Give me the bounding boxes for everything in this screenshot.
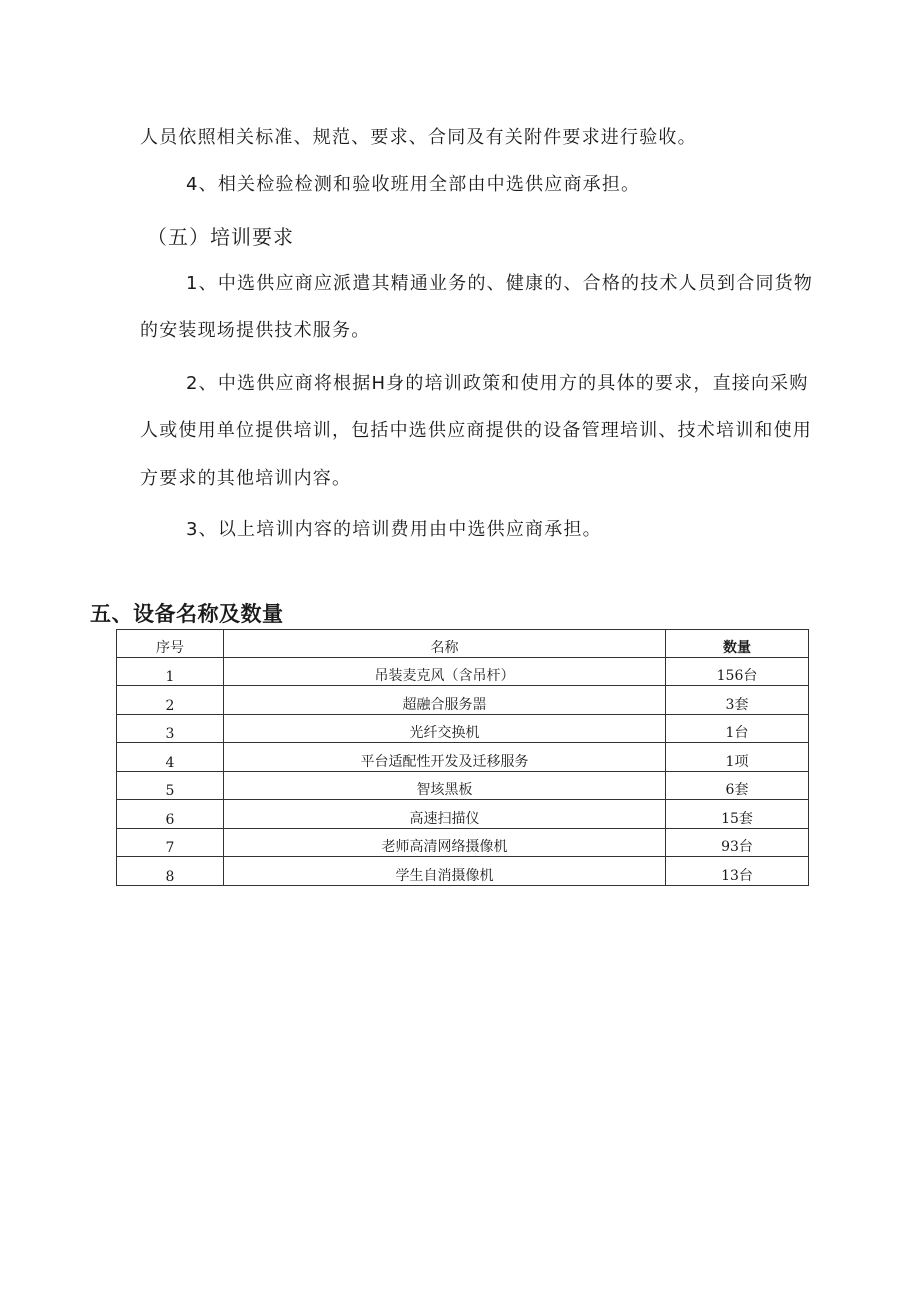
- training-item-1-line-2: 的安装现场提供技术服务。: [140, 320, 371, 341]
- header-no: 序号: [117, 630, 224, 658]
- training-section-title: （五）培训要求: [147, 225, 294, 249]
- cell-no: 7: [117, 829, 224, 857]
- inspection-cost-paragraph: 4、相关检验检测和验收班用全部由中选供应商承担。: [186, 174, 641, 195]
- cell-qty: 6套: [666, 772, 809, 800]
- acceptance-paragraph: 人员依照相关标准、规范、要求、合同及有关附件要求进行验收。: [140, 127, 697, 148]
- cell-qty: 1台: [666, 715, 809, 743]
- equipment-heading: 五、设备名称及数量: [90, 602, 284, 626]
- cell-name: 智垓黑板: [224, 772, 666, 800]
- cell-qty: 3套: [666, 686, 809, 715]
- cell-name: 平台适配性开发及迁移服务: [224, 743, 666, 772]
- table-row: [117, 800, 809, 829]
- cell-qty: 93台: [666, 829, 809, 857]
- cell-qty: 1项: [666, 743, 809, 772]
- table-row: [117, 686, 809, 715]
- header-qty: 数量: [666, 630, 809, 658]
- cell-no: 5: [117, 772, 224, 800]
- training-item-3: 3、以上培训内容的培训费用由中选供应商承担。: [186, 519, 602, 540]
- cell-no: 4: [117, 743, 224, 772]
- table-row: [117, 772, 809, 800]
- header-name: 名称: [224, 630, 666, 658]
- cell-name: 光纤交换机: [224, 715, 666, 743]
- cell-no: 3: [117, 715, 224, 743]
- training-item-2-line-1: 2、中选供应商将根据H身的培训政策和使用方的具体的要求，直接向采购: [186, 373, 809, 394]
- table-header-row: [117, 630, 809, 658]
- cell-qty: 13台: [666, 857, 809, 886]
- cell-qty: 156台: [666, 658, 809, 686]
- cell-no: 2: [117, 686, 224, 715]
- cell-qty: 15套: [666, 800, 809, 829]
- table-row: [117, 715, 809, 743]
- cell-name: 吊装麦克风（含吊杆）: [224, 658, 666, 686]
- cell-name: 超融合服务噐: [224, 686, 666, 715]
- cell-no: 6: [117, 800, 224, 829]
- cell-name: 老师高清网络摄像机: [224, 829, 666, 857]
- table-row: [117, 829, 809, 857]
- table-row: [117, 857, 809, 886]
- equipment-table: [116, 629, 809, 886]
- cell-no: 8: [117, 857, 224, 886]
- cell-name: 高速扫描仪: [224, 800, 666, 829]
- training-item-2-line-3: 方要求的其他培训内容。: [140, 468, 352, 489]
- table-row: [117, 658, 809, 686]
- training-item-2-line-2: 人或使用单位提供培训，包括中选供应商提供的设备管理培训、技术培训和使用: [140, 420, 812, 441]
- table-row: [117, 743, 809, 772]
- cell-no: 1: [117, 658, 224, 686]
- training-item-1-line-1: 1、中选供应商应派遣其精通业务的、健康的、合格的技术人员到合同货物: [186, 273, 814, 294]
- cell-name: 学生自消摄像机: [224, 857, 666, 886]
